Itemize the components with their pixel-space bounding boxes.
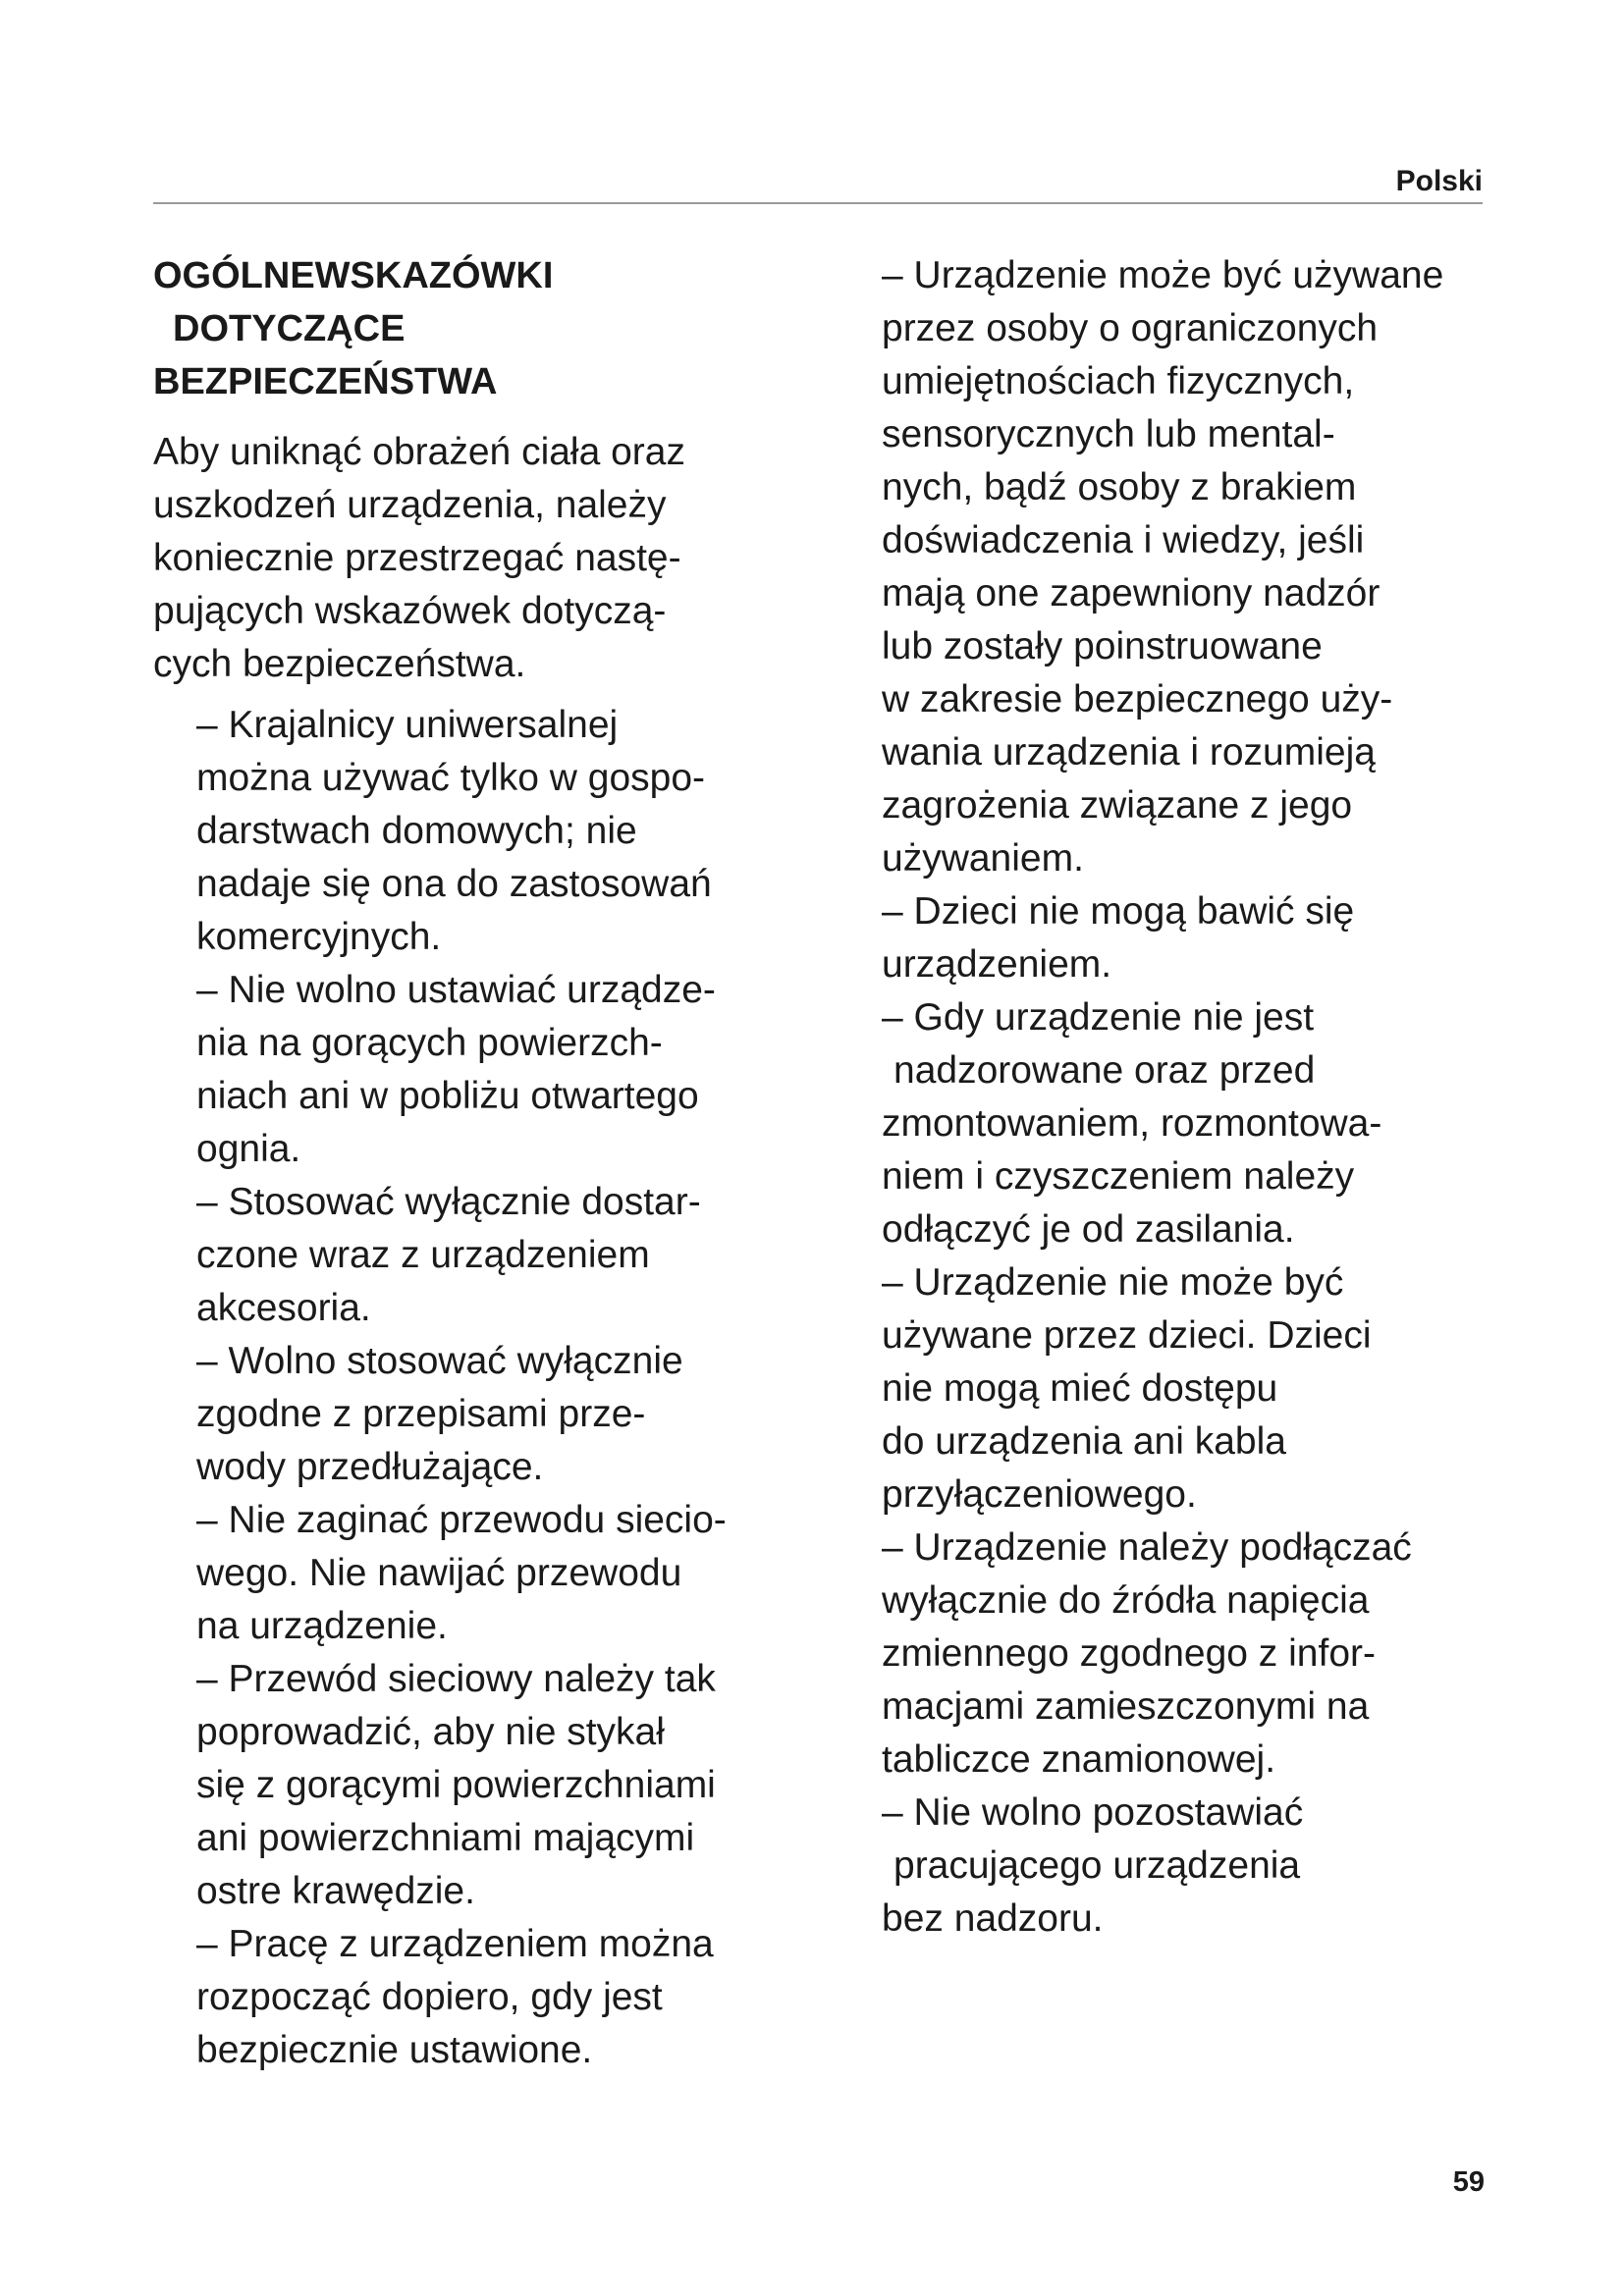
- safety-item: [882, 1522, 1530, 1787]
- safety-item-line: – Nie zaginać przewodu siecio-: [196, 1499, 727, 1541]
- intro-paragraph: [153, 426, 821, 691]
- safety-item-line: doświadczenia i wiedzy, jeśli: [882, 519, 1365, 561]
- language-label: Polski: [1395, 165, 1483, 197]
- safety-item-line: lub zostały poinstruowane: [882, 625, 1323, 667]
- safety-item-line: – Przewód sieciowy należy tak: [196, 1658, 716, 1700]
- safety-item-line: wania urządzenia i rozumieją: [882, 731, 1376, 774]
- safety-item-line: komercyjnych.: [196, 916, 442, 958]
- safety-item-line: ognia.: [196, 1128, 301, 1170]
- page-number: 59: [1452, 2166, 1485, 2198]
- safety-item-line: w zakresie bezpiecznego uży-: [882, 678, 1393, 721]
- safety-item-line: na urządzenie.: [196, 1605, 448, 1647]
- safety-item-line: – Wolno stosować wyłącznie: [196, 1340, 683, 1382]
- intro-line: koniecznie przestrzegać nastę-: [153, 537, 681, 579]
- safety-item-line: nadzorowane oraz przed: [893, 1049, 1316, 1092]
- safety-item-line: wody przedłużające.: [196, 1446, 544, 1488]
- safety-item: [882, 1787, 1530, 1946]
- safety-item-line: – Dzieci nie mogą bawić się: [882, 890, 1355, 933]
- safety-item-line: bezpiecznie ustawione.: [196, 2029, 593, 2071]
- safety-item-line: wego. Nie nawijać przewodu: [196, 1552, 682, 1594]
- title-line: DOTYCZĄCE: [173, 308, 406, 349]
- safety-item-line: – Nie wolno pozostawiać: [882, 1791, 1304, 1834]
- header-divider: [153, 202, 1483, 204]
- safety-item-line: pracującego urządzenia: [893, 1844, 1301, 1887]
- safety-item-line: – Urządzenie nie może być: [882, 1261, 1344, 1304]
- safety-item-line: przyłączeniowego.: [882, 1473, 1197, 1516]
- safety-item: [196, 964, 821, 1176]
- safety-item-line: – Urządzenie należy podłączać: [882, 1526, 1412, 1569]
- safety-item-line: nie mogą mieć dostępu: [882, 1367, 1278, 1410]
- title-line: BEZPIECZEŃSTWA: [153, 361, 498, 402]
- safety-item-line: ani powierzchniami mającymi: [196, 1817, 695, 1859]
- safety-item-line: zmontowaniem, rozmontowa-: [882, 1102, 1382, 1145]
- safety-item: [196, 1494, 821, 1653]
- safety-item: [196, 1653, 821, 1918]
- safety-item-line: – Krajalnicy uniwersalnej: [196, 704, 619, 746]
- safety-item-line: darstwach domowych; nie: [196, 810, 637, 852]
- safety-item: [882, 1256, 1530, 1522]
- safety-item-line: bez nadzoru.: [882, 1897, 1104, 1940]
- safety-item-line: – Urządzenie może być używane: [882, 254, 1444, 296]
- right-safety-list: [882, 249, 1530, 1946]
- safety-item-line: zagrożenia związane z jego: [882, 784, 1353, 827]
- safety-item-line: rozpocząć dopiero, gdy jest: [196, 1976, 663, 2018]
- safety-item-line: nadaje się ona do zastosowań: [196, 863, 712, 905]
- safety-item-line: się z gorącymi powierzchniami: [196, 1764, 716, 1806]
- title-line: OGÓLNEWSKAZÓWKI: [153, 255, 554, 296]
- safety-item-line: ostre krawędzie.: [196, 1870, 475, 1912]
- safety-item-line: przez osoby o ograniczonych: [882, 307, 1379, 349]
- safety-item-line: można używać tylko w gospo-: [196, 757, 706, 799]
- safety-item-line: sensorycznych lub mental-: [882, 413, 1335, 455]
- safety-item-line: używane przez dzieci. Dzieci: [882, 1314, 1372, 1357]
- safety-item-line: tabliczce znamionowej.: [882, 1738, 1276, 1781]
- safety-item: [882, 249, 1530, 885]
- intro-line: Aby uniknąć obrażeń ciała oraz: [153, 431, 685, 473]
- safety-item-line: akcesoria.: [196, 1287, 371, 1329]
- safety-item: [196, 1918, 821, 2077]
- safety-item-line: – Gdy urządzenie nie jest: [882, 996, 1315, 1039]
- left-column: [153, 249, 821, 2077]
- safety-item-line: do urządzenia ani kabla: [882, 1420, 1286, 1463]
- safety-item-line: zgodne z przepisami prze-: [196, 1393, 646, 1435]
- intro-line: uszkodzeń urządzenia, należy: [153, 484, 667, 526]
- safety-item: [196, 699, 821, 964]
- safety-item-line: poprowadzić, aby nie stykał: [196, 1711, 665, 1753]
- safety-item: [196, 1176, 821, 1335]
- safety-item-line: mają one zapewniony nadzór: [882, 572, 1380, 614]
- safety-item-line: odłączyć je od zasilania.: [882, 1208, 1295, 1251]
- intro-line: pujących wskazówek dotyczą-: [153, 590, 667, 632]
- safety-item-line: używaniem.: [882, 837, 1084, 880]
- safety-item-line: – Stosować wyłącznie dostar-: [196, 1181, 701, 1223]
- safety-item: [196, 1335, 821, 1494]
- safety-item-line: urządzeniem.: [882, 943, 1112, 986]
- safety-item-line: nia na gorących powierzch-: [196, 1022, 663, 1064]
- safety-item-line: zmiennego zgodnego z infor-: [882, 1632, 1376, 1675]
- safety-item-line: wyłącznie do źródła napięcia: [882, 1579, 1370, 1622]
- safety-item-line: niem i czyszczeniem należy: [882, 1155, 1355, 1198]
- safety-item-line: – Pracę z urządzeniem można: [196, 1923, 714, 1965]
- safety-item: [882, 991, 1530, 1256]
- safety-item: [882, 885, 1530, 991]
- safety-item-line: niach ani w pobliżu otwartego: [196, 1075, 699, 1117]
- safety-item-line: – Nie wolno ustawiać urządze-: [196, 969, 716, 1011]
- safety-item-line: czone wraz z urządzeniem: [196, 1234, 650, 1276]
- safety-item-line: macjami zamieszczonymi na: [882, 1685, 1370, 1728]
- left-safety-list: [196, 699, 821, 2077]
- safety-item-line: nych, bądź osoby z brakiem: [882, 466, 1357, 508]
- intro-line: cych bezpieczeństwa.: [153, 643, 526, 685]
- safety-item-line: umiejętnościach fizycznych,: [882, 360, 1355, 402]
- section-title: [153, 249, 821, 408]
